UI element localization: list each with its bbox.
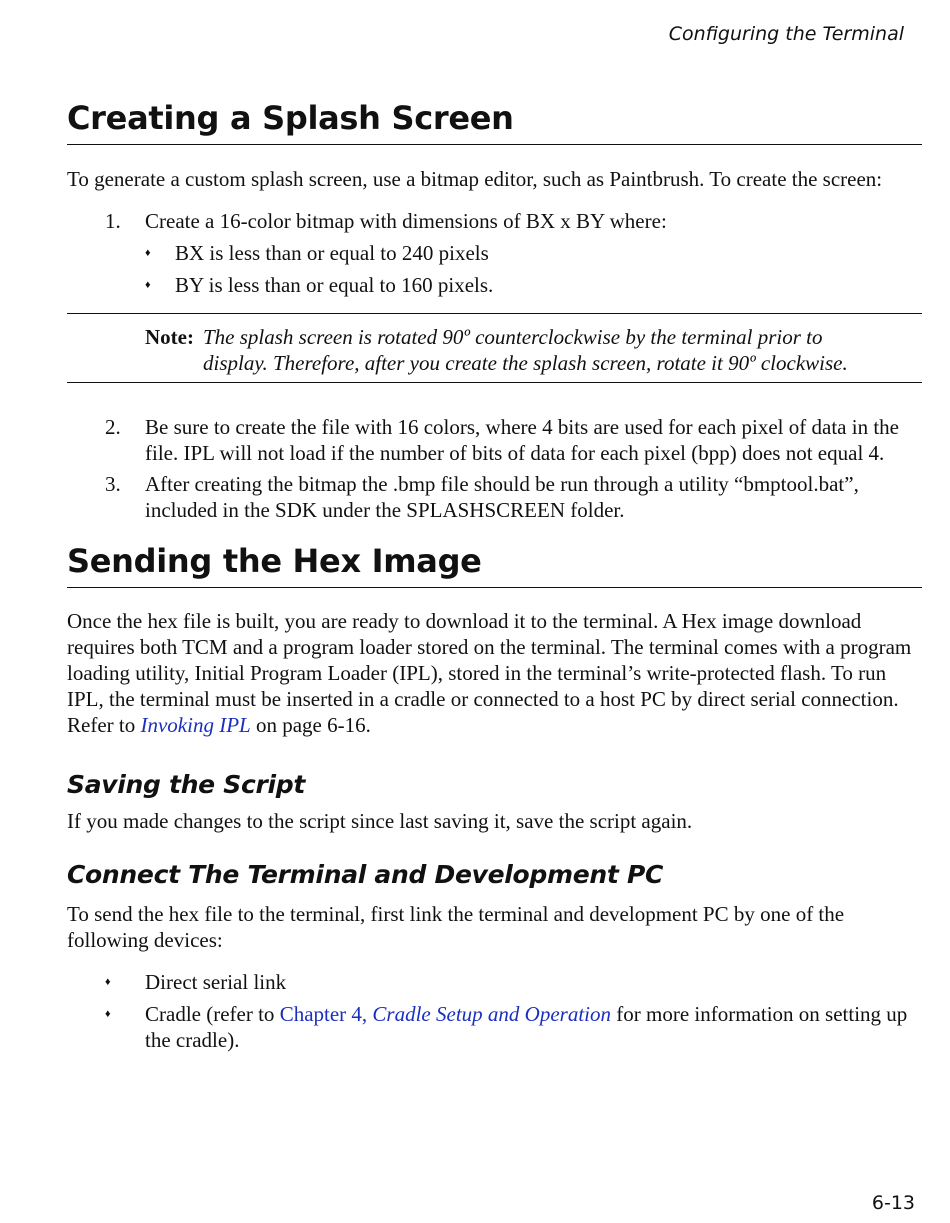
note-box [67, 313, 922, 383]
bullet-cradle-suffix: for more information on setting up the cradle). [145, 1002, 908, 1052]
note-text: The splash screen is rotated 90º counterclockwise by the terminal prior to display. Therefore, after you create the splash screen, rotate it 90º clockwise. [203, 325, 848, 375]
sub-bullet-bx [145, 240, 922, 266]
step-1-number: 1. [105, 209, 121, 233]
note-label: Note: [145, 325, 194, 349]
bullet-cradle-prefix: Cradle (refer to [145, 1002, 280, 1026]
cradle-setup-link[interactable]: Cradle Setup and Operation [372, 1002, 611, 1026]
connect-intro-paragraph: To send the hex file to the terminal, first link the terminal and development PC by one of the following devices: [67, 902, 845, 952]
bullet-cradle [105, 1001, 922, 1053]
diamond-bullet-icon: ♦ [145, 279, 151, 291]
page-content [67, 96, 922, 1053]
invoking-ipl-link[interactable]: Invoking IPL [140, 713, 251, 737]
diamond-bullet-icon: ♦ [105, 1008, 111, 1020]
subsection-title-connect-terminal: Connect The Terminal and Development PC [67, 860, 664, 889]
page-number: 6-13 [871, 1192, 915, 1214]
diamond-bullet-icon: ♦ [105, 976, 111, 988]
subsection-title-saving-script: Saving the Script [67, 770, 306, 799]
sub-bullet-by [145, 272, 922, 298]
bullet-cradle-text [145, 1001, 922, 1053]
running-header: Configuring the Terminal [668, 23, 904, 45]
step-3-number: 3. [105, 472, 121, 496]
bullet-direct-serial-text: Direct serial link [145, 970, 287, 994]
saving-script-paragraph: If you made changes to the script since last saving it, save the script again. [67, 809, 693, 833]
splash-intro-paragraph: To generate a custom splash screen, use a bitmap editor, such as Paintbrush. To create the screen: [67, 167, 883, 191]
hex-image-paragraph-text: Once the hex file is built, you are ready to download it to the terminal. A Hex image download requires both TCM and a program loader stored on the terminal. The terminal comes with a program loading utility, Initial Program Loader (IPL), stored in the terminal’s write-protected flash. To run IPL, the terminal must be inserted in a cradle or connected to a host PC by direct serial connection. Refer to [67, 609, 912, 737]
step-2 [105, 414, 922, 466]
step-2-text: Be sure to create the file with 16 colors, where 4 bits are used for each pixel of data in the file. IPL will not load if the number of bits of data for each pixel (bpp) does not equal 4. [145, 415, 899, 465]
step-1 [105, 208, 922, 234]
hex-image-paragraph [67, 608, 922, 738]
chapter-4-link[interactable]: Chapter 4, [279, 1002, 373, 1026]
step-3 [105, 471, 922, 523]
diamond-bullet-icon: ♦ [145, 247, 151, 259]
step-3-text: After creating the bitmap the .bmp file should be run through a utility “bmptool.bat”, included in the SDK under the SPLASHSCREEN folder. [145, 472, 859, 522]
step-2-number: 2. [105, 415, 121, 439]
section-title-splash-screen: Creating a Splash Screen [67, 96, 922, 145]
section-title-hex-image: Sending the Hex Image [67, 539, 922, 588]
sub-bullet-bx-text: BX is less than or equal to 240 pixels [175, 241, 489, 265]
hex-image-paragraph-tail: on page 6-16. [250, 713, 371, 737]
step-1-text: Create a 16-color bitmap with dimensions of BX x BY where: [145, 209, 667, 233]
sub-bullet-by-text: BY is less than or equal to 160 pixels. [175, 273, 494, 297]
bullet-direct-serial [105, 969, 922, 995]
